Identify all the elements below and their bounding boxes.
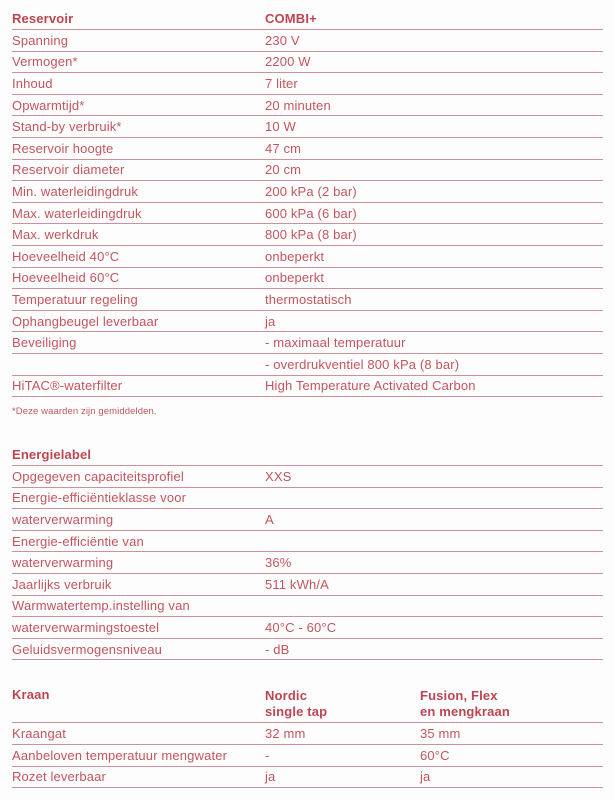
kraan-title: Kraan — [12, 687, 50, 703]
row-value: - maximaal temperatuur — [265, 335, 406, 351]
table-row — [12, 332, 603, 354]
table-row — [12, 574, 603, 596]
row-label: HiTAC®-waterfilter — [12, 378, 123, 394]
row-value-nordic: ja — [265, 769, 276, 785]
table-row — [12, 723, 603, 745]
row-label: Inhoud — [12, 75, 53, 91]
row-value: A — [265, 512, 274, 528]
reservoir-table-body — [12, 30, 603, 397]
row-label: waterverwarming — [12, 555, 114, 571]
row-label: Opgegeven capaciteitsprofiel — [12, 468, 184, 484]
table-row — [12, 181, 603, 203]
row-value-fusion: 60°C — [420, 747, 450, 763]
row-label: Warmwatertemp.instelling van — [12, 598, 190, 614]
kraan-column-fusion — [420, 688, 603, 720]
row-value: 47 cm — [265, 140, 302, 156]
row-label: Spanning — [12, 32, 69, 48]
table-row — [12, 596, 603, 618]
row-label: Jaarlijks verbruik — [12, 576, 112, 592]
row-label: Vermogen* — [12, 54, 78, 70]
table-row — [12, 160, 603, 182]
row-label: Max. waterleidingdruk — [12, 205, 142, 221]
row-value: High Temperature Activated Carbon — [265, 378, 476, 394]
row-value: onbeperkt — [265, 270, 325, 286]
row-label: Kraangat — [12, 726, 66, 742]
row-label: Ophangbeugel leverbaar — [12, 313, 159, 329]
table-row — [12, 246, 603, 268]
row-value: 20 minuten — [265, 97, 331, 113]
row-label: Reservoir hoogte — [12, 140, 114, 156]
table-row — [12, 289, 603, 311]
energielabel-title: Energielabel — [12, 447, 92, 463]
row-label: Min. waterleidingdruk — [12, 183, 138, 199]
table-row — [12, 203, 603, 225]
table-row — [12, 531, 603, 553]
kraan-column-nordic-line1: Nordic — [265, 688, 308, 704]
table-row — [12, 116, 603, 138]
reservoir-title: Reservoir — [12, 11, 74, 26]
energielabel-table-body — [12, 466, 603, 660]
row-label: waterverwarming — [12, 512, 114, 528]
row-value: ja — [265, 313, 276, 329]
kraan-column-fusion-line2: en mengkraan — [420, 704, 510, 720]
table-row — [12, 311, 603, 333]
table-row — [12, 95, 603, 117]
row-label: Hoeveelheid 60°C — [12, 270, 120, 286]
row-value: 40°C - 60°C — [265, 620, 337, 636]
row-value-nordic: 32 mm — [265, 726, 306, 742]
kraan-table-body — [12, 723, 603, 788]
table-row — [12, 52, 603, 74]
row-label: Temperatuur regeling — [12, 291, 138, 307]
row-value: 7 liter — [265, 75, 298, 91]
kraan-table — [12, 685, 603, 788]
table-row — [12, 73, 603, 95]
kraan-column-fusion-line1: Fusion, Flex — [420, 688, 498, 704]
energielabel-table-header — [12, 444, 603, 466]
row-label: Rozet leverbaar — [12, 769, 107, 785]
row-value: 600 kPa (6 bar) — [265, 205, 357, 221]
energielabel-table — [12, 444, 603, 660]
row-value: 36% — [265, 555, 292, 571]
row-label: Energie-efficiëntie van — [12, 533, 144, 549]
row-value: 10 W — [265, 119, 296, 135]
kraan-column-nordic-line2: single tap — [265, 704, 328, 720]
table-row — [12, 509, 603, 531]
row-label: Geluidsvermogensniveau — [12, 641, 162, 657]
row-value: 200 kPa (2 bar) — [265, 183, 357, 199]
reservoir-table-header — [12, 8, 603, 30]
table-row — [12, 224, 603, 246]
row-label: Opwarmtijd* — [12, 97, 85, 113]
table-row — [12, 552, 603, 574]
table-row — [12, 30, 603, 52]
row-label: Reservoir diameter — [12, 162, 125, 178]
row-value-fusion: 35 mm — [420, 726, 461, 742]
table-row — [12, 138, 603, 160]
row-label: Stand-by verbruik* — [12, 119, 122, 135]
table-row — [12, 617, 603, 639]
reservoir-footnote: *Deze waarden zijn gemiddelden. — [12, 406, 157, 418]
row-value: 2200 W — [265, 54, 311, 70]
row-label: Beveiliging — [12, 335, 77, 351]
table-row — [12, 376, 603, 398]
row-value: XXS — [265, 468, 292, 484]
row-value: 511 kWh/A — [265, 576, 329, 592]
row-value: - dB — [265, 641, 290, 657]
row-value: 20 cm — [265, 162, 302, 178]
row-label: Energie-efficiëntieklasse voor — [12, 490, 187, 506]
row-value-fusion: ja — [420, 769, 431, 785]
row-value: thermostatisch — [265, 291, 352, 307]
row-label: Aanbeloven temperatuur mengwater — [12, 747, 228, 763]
table-row — [12, 354, 603, 376]
kraan-table-header — [12, 685, 603, 723]
row-label: waterverwarmingstoestel — [12, 620, 160, 636]
kraan-column-nordic — [265, 688, 420, 720]
row-value: - overdrukventiel 800 kPa (8 bar) — [265, 356, 460, 372]
row-label: Hoeveelheid 40°C — [12, 248, 120, 264]
row-value: onbeperkt — [265, 248, 325, 264]
table-row — [12, 268, 603, 290]
row-value-nordic: - — [265, 747, 270, 763]
table-row — [12, 466, 603, 488]
table-row — [12, 767, 603, 789]
reservoir-model: COMBI+ — [265, 11, 317, 26]
table-row — [12, 488, 603, 510]
row-value: 800 kPa (8 bar) — [265, 227, 357, 243]
row-label: Max. werkdruk — [12, 227, 99, 243]
table-row — [12, 639, 603, 661]
table-row — [12, 745, 603, 767]
reservoir-table — [12, 8, 603, 417]
row-value: 230 V — [265, 32, 300, 48]
